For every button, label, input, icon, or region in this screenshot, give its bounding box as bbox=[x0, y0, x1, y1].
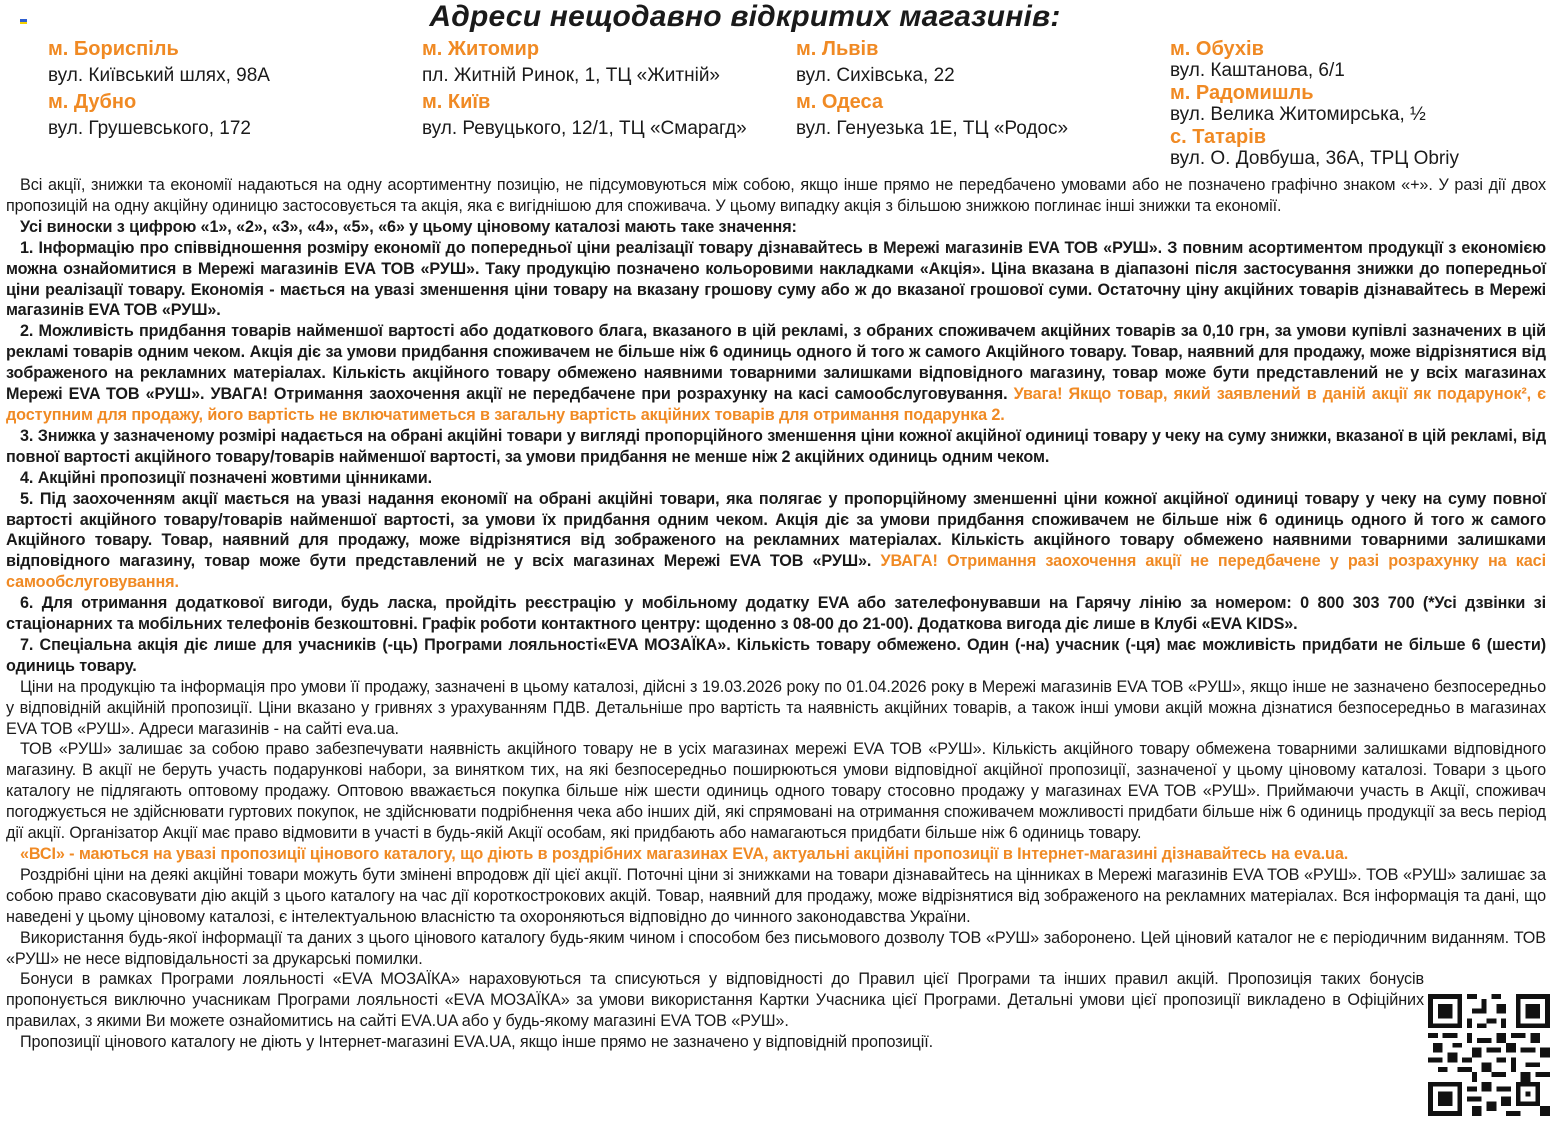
page-title: Адреси нещодавно відкритих магазинів: bbox=[429, 0, 1061, 33]
footnote-7: 7. Спеціальна акція діє лише для учасників (-ць) Програми лояльності«EVA МОЗАЇКА». Кількість товару обмежено. Один (-на) учасник (-ця) має можливість придбати не більше 6 (шести) одиниць товару. bbox=[6, 635, 1546, 675]
terms-paragraph: Бонуси в рамках Програми лояльності «EVA МОЗАЇКА» нараховуються та списуються у відповідності до Правил цієї Програми та інших правил акцій. Пропозиція таких бонусів пропонується виключно учасникам Програми лояльності «EVA МОЗАЇКА» за умови використання Картки Учасника цієї Програми. Детальні умови цієї пропозиції викладено в Офіційних правилах, з якими Ви можете ознайомитись на сайті EVA.UA або у будь-якому магазині EVA ТОВ «РУШ». bbox=[6, 970, 1424, 1031]
footnote-1: 1. Інформацію про співвідношення розміру економії до попередньої ціни реалізації товару дізнавайтесь в Мережі магазинів EVA ТОВ «РУШ». З повним асортиментом продукції з економією можна ознайомитися в Мережі магазинів EVA ТОВ «РУШ». Таку продукцію позначено кольоровими накладками «Акція». Ціна вказана в діапазоні після застосування знижки до попередньої ціни реалізації товару. Економія - мається на увазі зменшення ціни товару на вказану грошову суму або ж до вказаної грошової суми. Остаточну ціну акційних товарів дізнавайтесь в Мережі магазинів EVA ТОВ «РУШ». bbox=[6, 238, 1546, 320]
store-address: вул. Грушевського, 172 bbox=[48, 118, 251, 139]
terms-paragraph: Використання будь-якої інформації та даних з цього цінового каталогу будь-яким чином і способом без письмового дозволу ТОВ «РУШ» заборонено. Цей ціновий каталог не є періодичним виданням. ТОВ «РУШ» не несе відповідальності за друкарські помилки. bbox=[6, 928, 1546, 968]
footnote-2-warning: Увага! Якщо товар, який заявлений в даній акції як подарунок², є доступним для продажу, його вартість не включатиметься в загальну вартість акційних товарів для отримання подарунка 2. bbox=[6, 385, 1547, 424]
terms-paragraph: Ціни на продукцію та інформація про умови її продажу, зазначені в цьому каталозі, дійсні з 19.03.2026 року по 01.04.2026 року в Мережі магазинів EVA ТОВ «РУШ», якщо інше не зазначено безпосередньо у відповідній акційній пропозиції. Ціни вказано у гривнях з урахуванням ПДВ. Детальніше про вартість та наявність акційних товарів, а також інші умови акцій можна дізнатися безпосередньо в магазинах EVA ТОВ «РУШ». Адреси магазинів - на сайті eva.ua. bbox=[6, 677, 1546, 738]
store-city: м. Львів bbox=[796, 38, 879, 60]
terms-paragraph: Всі акції, знижки та економії надаються на одну асортиментну позицію, не підсумовуються між собою, якщо інше прямо не передбачено умовами або не позначено графічно знаком «+». У разі дії двох пропозицій на одну акційну одиницю застосовується та акція, яка є вигіднішою для споживача. У цьому випадку акція з більшою знижкою поглинає інші знижки та економії. bbox=[6, 176, 1546, 215]
legal-terms bbox=[6, 175, 1546, 1053]
terms-paragraph: Роздрібні ціни на деякі акційні товари можуть бути змінені впродовж дії цієї акції. Поточні ціни зі знижками на товари дізнавайтесь на цінниках в Мережі магазинів EVA ТОВ «РУШ». ТОВ «РУШ» залишає за собою право скасовувати дію акцій з цього каталогу на час дії короткострокових акцій. Товар, наявний для продажу, може відрізнятися від зображеного на рекламних матеріалах. Вся інформація та дані, що наведені у цьому ціновому каталозі, є інтелектуальною власністю та охороняються відповідно до чинного законодавства України. bbox=[6, 865, 1546, 926]
store-city: м. Київ bbox=[422, 91, 491, 113]
store-column bbox=[422, 38, 747, 144]
qr-code-icon bbox=[1428, 994, 1550, 1116]
footnote-5-text: 5. Під заохоченням акції мається на увазі надання економії на обрані акційні товари, яка полягає у пропорційному зменшенні ціни кожної акційної одиниці товару у чеку на суму повної вартості акційного товару/товарів найменшої вартості, за умови їх придбання одним чеком. Акція діє за умови придбання споживачем не більше ніж 6 одиниць одного й того ж самого Акційного товару. Товар, наявний для продажу, може відрізнятися від зображеного на рекламних матеріалах. Кількість акційного товару обмежено наявними товарними залишками відповідного магазину, товар може бути представлений не у всіх магазинах Мережі EVA ТОВ «РУШ». bbox=[6, 489, 1546, 571]
footnote-2 bbox=[6, 321, 1546, 426]
store-city: с. Татарів bbox=[1170, 126, 1267, 148]
footnote-3: 3. Знижка у зазначеному розмірі надається на обрані акційні товари у вигляді пропорційного зменшення ціни кожної акційної одиниці товару у чеку на суму знижки, вказаної в цій рекламі, від повної вартості акційного товару/товарів найменшої вартості, за умови придбання не менше ніж 2 акційних одиниць одним чеком. bbox=[6, 426, 1546, 466]
store-city: м. Дубно bbox=[48, 91, 137, 113]
terms-highlight: «ВСІ» - маються на увазі пропозиції цінового каталогу, що діють в роздрібних магазинах EVA, актуальні акційні пропозиції в Інтернет-магазині дізнавайтесь на eva.ua. bbox=[20, 845, 1349, 863]
store-city: м. Житомир bbox=[422, 38, 540, 60]
footnote-5-warning: УВАГА! Отримання заохочення акції не передбачене у разі розрахунку на касі самообслуговування. bbox=[6, 552, 1546, 592]
store-city: м. Одеса bbox=[796, 91, 884, 113]
footnote-5 bbox=[6, 489, 1546, 594]
footnote-6: 6. Для отримання додаткової вигоди, будь ласка, пройдіть реєстрацію у мобільному додатку EVA або зателефонувавши на Гарячу лінію за номером: 0 800 303 700 (*Усі дзвінки зі стаціонарних та мобільних телефонів безкоштовні. Графік роботи контактного центру: щоденно з 08-00 до 21-00). Додаткова вигода діє лише в Клубі «EVA KIDS». bbox=[6, 594, 1546, 634]
footnote-4: 4. Акційні пропозиції позначені жовтими цінниками. bbox=[20, 468, 432, 487]
store-address: вул. Каштанова, 6/1 bbox=[1170, 60, 1345, 81]
store-list bbox=[0, 38, 1550, 168]
store-column bbox=[48, 38, 270, 144]
store-city: м. Бориспіль bbox=[48, 38, 179, 60]
footnotes-heading: Усі виноски з цифрою «1», «2», «3», «4», «5», «6» у цьому ціновому каталозі мають таке значення: bbox=[20, 217, 797, 236]
store-address: вул. Велика Житомирська, ½ bbox=[1170, 104, 1426, 125]
store-address: вул. Київський шлях, 98А bbox=[48, 65, 270, 86]
store-address: пл. Житній Ринок, 1, ТЦ «Житній» bbox=[422, 65, 720, 86]
terms-paragraph: ТОВ «РУШ» залишає за собою право забезпечувати наявність акційного товару не в усіх магазинах мережі EVA ТОВ «РУШ». Кількість акційного товару обмежена товарними залишками відповідного магазину. В акції не беруть участь подарункові набори, за винятком тих, на які безпосередньо поширюються умови відповідної акційної пропозиції, зазначеної у цьому ціновому каталозі. Товари з цього каталогу не підлягають оптовому продажу. Оптовою вважається покупка більше ніж шести одиниць одного товару стосовно продажу у магазинах EVA ТОВ «РУШ». Приймаючи участь в Акції, споживач погоджується не здійснювати гуртових покупок, не здійснювати подрібнення чека або інших дій, які спрямовані на отримання споживачем можливості придбати більше ніж 6 одиниць продукції за весь період дії акції. Організатор Акції має право відмовити в участі в будь-якій Акції особам, які придбають або намагаються придбати більше ніж 6 одиниць товару. bbox=[6, 740, 1546, 843]
store-city: м. Обухів bbox=[1170, 38, 1264, 60]
footnote-2-text: 2. Можливість придбання товарів найменшої вартості або додаткового блага, вказаного в цій рекламі, з обраних споживачем акційних товарів за 0,10 грн, за умови купівлі зазначених в цій рекламі товарів одним чеком. Акція діє за умови придбання споживачем не більше ніж 6 одиниць одного й того ж самого Акційного товару. Товар, наявний для продажу, може відрізнятися від зображеного на рекламних матеріалах. Кількість акційного товару обмежено наявними товарними залишками відповідного магазину, товар може бути представлений не у всіх магазинах Мережі EVA ТОВ «РУШ». УВАГА! Отримання заохочення акції не передбачене при розрахунку на касі самообслуговування. bbox=[6, 322, 1546, 404]
store-address: вул. О. Довбуша, 36А, ТРЦ Obriy bbox=[1170, 148, 1459, 169]
store-column bbox=[796, 38, 1068, 144]
store-address: вул. Ревуцького, 12/1, ТЦ «Смарагд» bbox=[422, 118, 747, 139]
store-address: вул. Сихівська, 22 bbox=[796, 65, 955, 86]
store-column bbox=[1170, 38, 1459, 170]
store-address: вул. Генуезька 1Е, ТЦ «Родос» bbox=[796, 118, 1069, 139]
store-city: м. Радомишль bbox=[1170, 82, 1314, 104]
terms-paragraph: Пропозиції цінового каталогу не діють у Інтернет-магазині EVA.UA, якщо інше прямо не зазначено у відповідній пропозиції. bbox=[20, 1033, 933, 1052]
